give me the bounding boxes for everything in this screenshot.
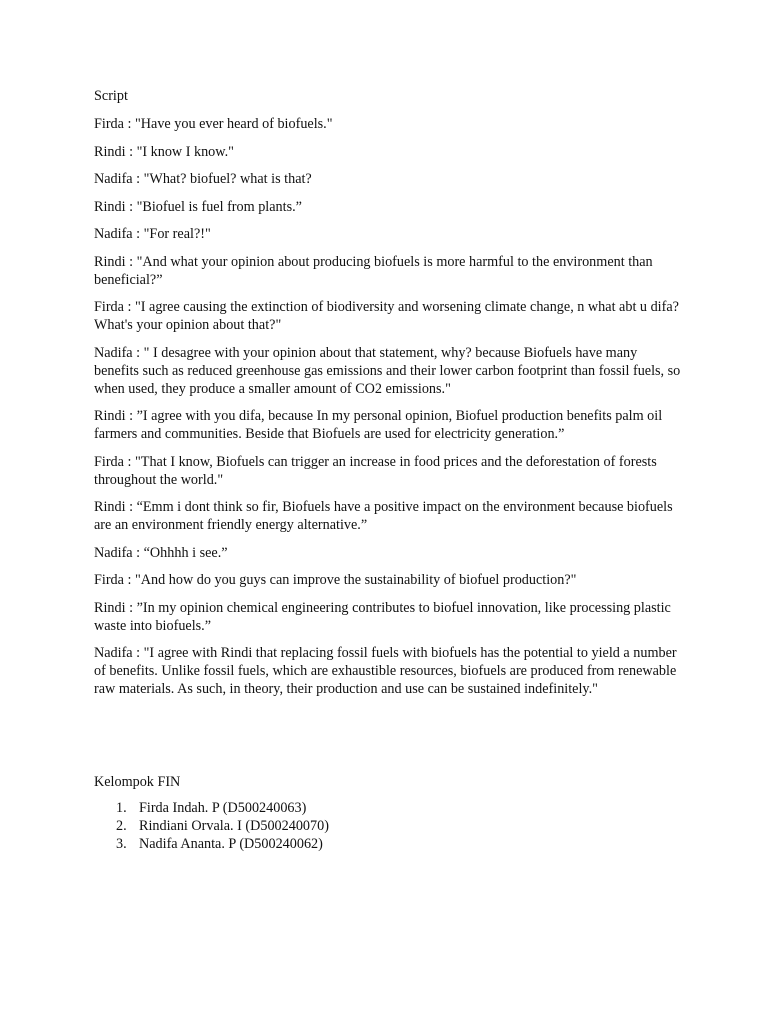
document-page bbox=[94, 87, 684, 853]
dialogue-line: Firda : "And how do you guys can improve the sustainability of biofuel production?" bbox=[94, 572, 577, 588]
dialogue-line: Nadifa : "What? biofuel? what is that? bbox=[94, 171, 312, 187]
member-name: Firda Indah. P (D500240063) bbox=[139, 799, 307, 816]
dialogue-line: Rindi : "Biofuel is fuel from plants.” bbox=[94, 198, 302, 215]
member-list bbox=[94, 799, 684, 853]
dialogue-list bbox=[94, 115, 684, 698]
dialogue-line: Firda : "I agree causing the extinction of biodiversity and worsening climate change, n what abt u difa? What's your opinion about that?" bbox=[94, 299, 679, 333]
dialogue-line: Rindi : ”In my opinion chemical engineering contributes to biofuel innovation, like processing plastic waste into biofuels.” bbox=[94, 599, 671, 634]
dialogue-line: Nadifa : "I agree with Rindi that replacing fossil fuels with biofuels has the potential to yield a number of benefits. Unlike fossil fuels, which are exhaustible resources, biofuels are produced from renewable raw materials. As such, in theory, their production and use can be sustained indefinitely." bbox=[94, 645, 677, 697]
list-item bbox=[94, 835, 684, 853]
dialogue-line: Rindi : "I know I know." bbox=[94, 143, 234, 160]
member-name: Rindiani Orvala. I (D500240070) bbox=[139, 817, 329, 834]
list-number: 3. bbox=[116, 835, 127, 852]
dialogue-line: Rindi : “Emm i dont think so fir, Biofuels have a positive impact on the environment because biofuels are an environment friendly energy alternative.” bbox=[94, 499, 673, 533]
dialogue-line: Nadifa : “Ohhhh i see.” bbox=[94, 544, 228, 561]
list-item bbox=[94, 817, 684, 835]
blank-space bbox=[94, 708, 684, 773]
group-title: Kelompok FIN bbox=[94, 773, 181, 790]
dialogue-line: Nadifa : "For real?!" bbox=[94, 226, 211, 242]
dialogue-line: Nadifa : " I desagree with your opinion about that statement, why? because Biofuels have many benefits such as reduced greenhouse gas emissions and their lower carbon footprint than fossil fuels, so when used, they produce a smaller amount of CO2 emissions." bbox=[94, 344, 681, 397]
dialogue-line: Firda : "Have you ever heard of biofuels." bbox=[94, 116, 333, 132]
dialogue-line: Rindi : "And what your opinion about producing biofuels is more harmful to the environment than beneficial?” bbox=[94, 253, 653, 288]
member-name: Nadifa Ananta. P (D500240062) bbox=[139, 835, 323, 852]
script-heading: Script bbox=[94, 88, 128, 104]
dialogue-line: Rindi : ”I agree with you difa, because In my personal opinion, Biofuel production benefits palm oil farmers and communities. Beside that Biofuels are used for electricity generation.” bbox=[94, 408, 663, 442]
list-number: 1. bbox=[116, 799, 127, 816]
list-item bbox=[94, 799, 684, 817]
list-number: 2. bbox=[116, 817, 127, 834]
dialogue-line: Firda : "That I know, Biofuels can trigger an increase in food prices and the deforestation of forests throughout the world." bbox=[94, 453, 657, 488]
